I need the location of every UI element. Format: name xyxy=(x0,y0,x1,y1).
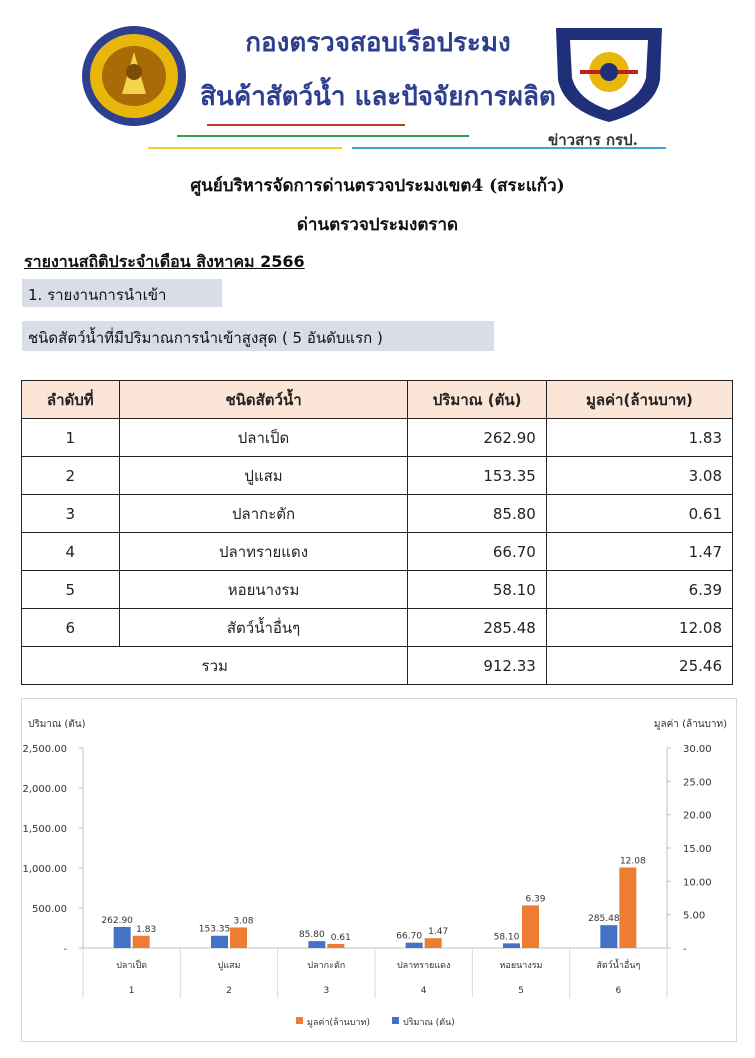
right-tick-label: 5.00 xyxy=(683,910,706,922)
bar-volume-label: 153.35 xyxy=(198,924,231,935)
table-header-cell: ปริมาณ (ตัน) xyxy=(408,381,546,419)
species-cell: ปูแสม xyxy=(119,457,408,495)
x-tick-label: ปูแสม xyxy=(217,961,241,971)
value-cell: 6.39 xyxy=(546,571,732,609)
left-tick-label: 2,500.00 xyxy=(22,744,67,755)
x-tick-label: หอยนางรม xyxy=(499,961,543,971)
value-cell: 3.08 xyxy=(546,457,732,495)
x-tick-label: ปลากะตัก xyxy=(307,961,346,971)
volume-cell: 285.48 xyxy=(408,609,546,647)
right-tick-label: 20.00 xyxy=(683,810,712,822)
left-tick-label: 500.00 xyxy=(32,904,67,915)
value-cell: 1.47 xyxy=(546,533,732,571)
value-cell: 1.83 xyxy=(546,419,732,457)
bar-value xyxy=(133,936,150,948)
total-label-cell: รวม xyxy=(22,647,408,685)
x-tick-number: 3 xyxy=(323,986,330,996)
legend-value-swatch xyxy=(296,1017,303,1024)
left-axis-title: ปริมาณ (ตัน) xyxy=(28,719,86,730)
bar-volume-label: 66.70 xyxy=(396,931,423,942)
bar-value-label: 1.47 xyxy=(428,927,449,938)
bar-value-label: 3.08 xyxy=(233,916,254,927)
bar-volume xyxy=(406,943,423,948)
table-header-cell: มูลค่า(ล้านบาท) xyxy=(546,381,732,419)
species-cell: สัตว์น้ำอื่นๆ xyxy=(119,609,408,647)
bar-volume-label: 285.48 xyxy=(588,914,620,925)
value-cell: 12.08 xyxy=(546,609,732,647)
center-title: ศูนย์บริหารจัดการด่านตรวจประมงเขต4 (สระแก้ว) xyxy=(190,176,565,196)
rank-cell: 6 xyxy=(22,609,120,647)
table-header-cell: ลำดับที่ xyxy=(22,381,120,419)
right-tick-label: - xyxy=(683,944,687,955)
bar-value xyxy=(230,927,247,948)
total-volume-cell: 912.33 xyxy=(408,647,546,685)
rank-cell: 3 xyxy=(22,495,120,533)
right-axis-title: มูลค่า (ล้านบาท) xyxy=(653,719,727,730)
volume-cell: 58.10 xyxy=(408,571,546,609)
rank-cell: 2 xyxy=(22,457,120,495)
right-tick-label: 25.00 xyxy=(683,777,712,789)
bar-volume-label: 85.80 xyxy=(298,930,325,941)
office-title: ด่านตรวจประมงตราด xyxy=(296,215,459,235)
bar-volume xyxy=(114,927,131,948)
rank-cell: 5 xyxy=(22,571,120,609)
legend-volume-label: ปริมาณ (ตัน) xyxy=(403,1018,455,1028)
volume-cell: 153.35 xyxy=(408,457,546,495)
bar-volume xyxy=(211,936,228,948)
species-cell: ปลาทรายแดง xyxy=(119,533,408,571)
x-tick-label: ปลาเป็ด xyxy=(116,961,148,971)
x-tick-number: 2 xyxy=(226,986,232,996)
bar-value-label: 12.08 xyxy=(619,856,646,867)
x-tick-number: 6 xyxy=(615,986,622,996)
volume-cell: 262.90 xyxy=(408,419,546,457)
bar-volume xyxy=(503,943,520,948)
bar-volume xyxy=(600,925,617,948)
bar-value-label: 6.39 xyxy=(525,894,546,905)
legend-value-label: มูลค่า(ล้านบาท) xyxy=(307,1018,370,1028)
bar-value xyxy=(619,867,636,948)
bar-volume xyxy=(308,941,325,948)
bar-volume-label: 58.10 xyxy=(493,932,520,943)
header-title-line2: สินค้าสัตว์น้ำ และปัจจัยการผลิต xyxy=(200,82,556,112)
left-tick-label: 1,000.00 xyxy=(22,864,67,875)
left-tick-label: 2,000.00 xyxy=(22,784,67,795)
legend-volume-swatch xyxy=(392,1017,399,1024)
left-tick-label: 1,500.00 xyxy=(22,824,67,835)
species-cell: หอยนางรม xyxy=(119,571,408,609)
x-tick-number: 4 xyxy=(420,986,427,996)
right-tick-label: 15.00 xyxy=(683,844,712,855)
right-tick-label: 30.00 xyxy=(683,744,712,755)
news-label: ข่าวสาร กรป. xyxy=(548,131,638,149)
bar-value-label: 0.61 xyxy=(330,932,351,943)
right-tick-label: 10.00 xyxy=(683,877,712,889)
volume-cell: 66.70 xyxy=(408,533,546,571)
left-tick-label: - xyxy=(63,944,67,955)
report-title: รายงานสถิติประจำเดือน สิงหาคม 2566 xyxy=(24,252,305,271)
table-header-cell: ชนิดสัตว์น้ำ xyxy=(119,381,408,419)
species-cell: ปลาเป็ด xyxy=(119,419,408,457)
species-cell: ปลากะตัก xyxy=(119,495,408,533)
total-value-cell: 25.46 xyxy=(546,647,732,685)
bar-volume-label: 262.90 xyxy=(101,915,133,926)
header-title-line1: กองตรวจสอบเรือประมง xyxy=(245,28,511,58)
volume-cell: 85.80 xyxy=(408,495,546,533)
rank-cell: 1 xyxy=(22,419,120,457)
bar-value-label: 1.83 xyxy=(136,924,157,935)
x-tick-number: 1 xyxy=(128,986,135,996)
bar-value xyxy=(522,905,539,948)
section-import-label: 1. รายงานการนำเข้า xyxy=(22,279,222,307)
x-tick-label: สัตว์น้ำอื่นๆ xyxy=(596,961,641,971)
bar-value xyxy=(327,944,344,948)
value-cell: 0.61 xyxy=(546,495,732,533)
rank-cell: 4 xyxy=(22,533,120,571)
section-top5-label: ชนิดสัตว์น้ำที่มีปริมาณการนำเข้าสูงสุด ( 5 อันดับแรก ) xyxy=(22,321,494,351)
x-tick-number: 5 xyxy=(518,986,524,996)
x-tick-label: ปลาทรายแดง xyxy=(396,961,451,971)
bar-value xyxy=(425,938,442,948)
